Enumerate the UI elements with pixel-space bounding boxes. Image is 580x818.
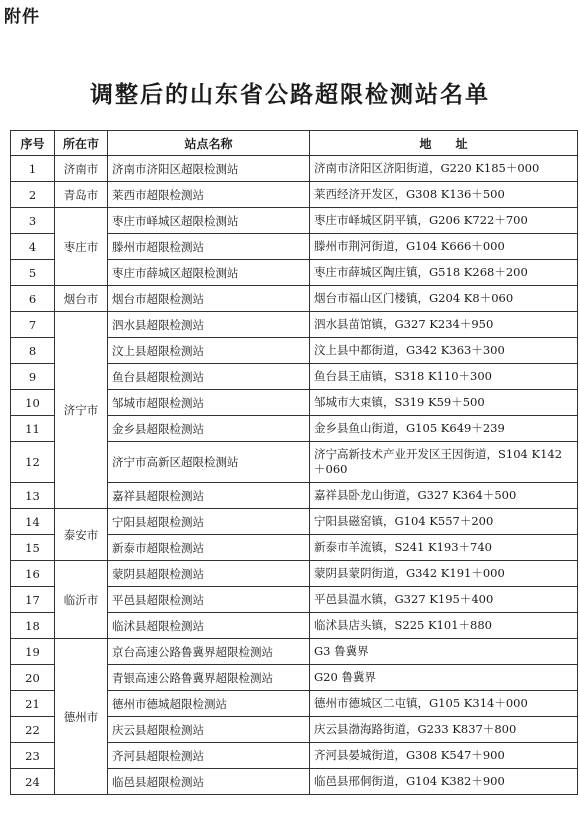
row-no: 10	[11, 390, 55, 416]
row-station: 邹城市超限检测站	[108, 390, 310, 416]
row-no: 17	[11, 587, 55, 613]
station-table	[10, 130, 578, 795]
row-station: 临沭县超限检测站	[108, 613, 310, 639]
document-title: 调整后的山东省公路超限检测站名单	[90, 82, 490, 108]
row-no: 11	[11, 416, 55, 442]
row-station: 烟台市超限检测站	[108, 286, 310, 312]
header-station: 站点名称	[108, 131, 310, 156]
row-address: 枣庄市峄城区阴平镇，G206 K722＋700	[310, 208, 578, 234]
row-address: 鱼台县王庙镇，S318 K110＋300	[310, 364, 578, 390]
row-station: 蒙阴县超限检测站	[108, 561, 310, 587]
row-address: 宁阳县磁窑镇，G104 K557＋200	[310, 509, 578, 535]
row-station: 齐河县超限检测站	[108, 743, 310, 769]
header-city: 所在市	[55, 131, 108, 156]
row-city: 德州市	[55, 639, 108, 795]
row-city: 临沂市	[55, 561, 108, 639]
table-row	[11, 561, 578, 587]
row-address: 邹城市大束镇，S319 K59＋500	[310, 390, 578, 416]
header-address: 地 址	[310, 131, 578, 156]
row-station: 庆云县超限检测站	[108, 717, 310, 743]
row-station: 枣庄市薛城区超限检测站	[108, 260, 310, 286]
row-no: 6	[11, 286, 55, 312]
row-no: 1	[11, 156, 55, 182]
table-header-row	[11, 131, 578, 156]
row-city: 青岛市	[55, 182, 108, 208]
row-station: 滕州市超限检测站	[108, 234, 310, 260]
row-station: 汶上县超限检测站	[108, 338, 310, 364]
row-address: 烟台市福山区门楼镇，G204 K8＋060	[310, 286, 578, 312]
row-address: 平邑县温水镇，G327 K195＋400	[310, 587, 578, 613]
table-row	[11, 208, 578, 234]
table-row	[11, 182, 578, 208]
row-station: 鱼台县超限检测站	[108, 364, 310, 390]
row-no: 16	[11, 561, 55, 587]
row-station: 济南市济阳区超限检测站	[108, 156, 310, 182]
row-no: 13	[11, 483, 55, 509]
row-station: 嘉祥县超限检测站	[108, 483, 310, 509]
row-station: 金乡县超限检测站	[108, 416, 310, 442]
table-row	[11, 312, 578, 338]
row-address: 济宁高新技术产业开发区王因街道，S104 K142＋060	[310, 442, 578, 483]
row-station: 新泰市超限检测站	[108, 535, 310, 561]
row-no: 7	[11, 312, 55, 338]
row-address: 蒙阴县蒙阴街道，G342 K191＋000	[310, 561, 578, 587]
row-no: 8	[11, 338, 55, 364]
row-no: 20	[11, 665, 55, 691]
row-address: 莱西经济开发区，G308 K136＋500	[310, 182, 578, 208]
table-row	[11, 286, 578, 312]
row-no: 14	[11, 509, 55, 535]
row-city: 烟台市	[55, 286, 108, 312]
row-no: 12	[11, 442, 55, 483]
attachment-label: 附件	[4, 7, 40, 27]
row-station: 京台高速公路鲁冀界超限检测站	[108, 639, 310, 665]
row-address: 德州市德城区二屯镇，G105 K314＋000	[310, 691, 578, 717]
table-row	[11, 639, 578, 665]
header-no: 序号	[11, 131, 55, 156]
row-station: 平邑县超限检测站	[108, 587, 310, 613]
row-address: 滕州市荆河街道，G104 K666＋000	[310, 234, 578, 260]
row-no: 9	[11, 364, 55, 390]
row-station: 济宁市高新区超限检测站	[108, 442, 310, 483]
row-station: 泗水县超限检测站	[108, 312, 310, 338]
row-station: 枣庄市峄城区超限检测站	[108, 208, 310, 234]
row-address: 泗水县苗馆镇，G327 K234＋950	[310, 312, 578, 338]
row-address: 汶上县中都街道，G342 K363＋300	[310, 338, 578, 364]
row-address: 金乡县鱼山街道，G105 K649＋239	[310, 416, 578, 442]
row-no: 19	[11, 639, 55, 665]
row-station: 德州市德城超限检测站	[108, 691, 310, 717]
row-address: 齐河县晏城街道，G308 K547＋900	[310, 743, 578, 769]
row-no: 4	[11, 234, 55, 260]
table-row	[11, 509, 578, 535]
table-row	[11, 156, 578, 182]
row-address: G20 鲁冀界	[310, 665, 578, 691]
row-no: 3	[11, 208, 55, 234]
row-station: 宁阳县超限检测站	[108, 509, 310, 535]
row-city: 枣庄市	[55, 208, 108, 286]
row-city: 济宁市	[55, 312, 108, 509]
row-address: 临邑县邢侗街道，G104 K382＋900	[310, 769, 578, 795]
row-address: 庆云县渤海路街道，G233 K837＋800	[310, 717, 578, 743]
row-no: 2	[11, 182, 55, 208]
row-address: 嘉祥县卧龙山街道，G327 K364＋500	[310, 483, 578, 509]
row-station: 临邑县超限检测站	[108, 769, 310, 795]
row-address: 临沭县店头镇，S225 K101＋880	[310, 613, 578, 639]
row-address: 新泰市羊流镇，S241 K193＋740	[310, 535, 578, 561]
row-no: 15	[11, 535, 55, 561]
row-city: 济南市	[55, 156, 108, 182]
row-no: 21	[11, 691, 55, 717]
row-station: 青银高速公路鲁冀界超限检测站	[108, 665, 310, 691]
row-station: 莱西市超限检测站	[108, 182, 310, 208]
row-no: 24	[11, 769, 55, 795]
row-no: 5	[11, 260, 55, 286]
row-no: 22	[11, 717, 55, 743]
row-address: 枣庄市薛城区陶庄镇，G518 K268＋200	[310, 260, 578, 286]
row-address: 济南市济阳区济阳街道，G220 K185＋000	[310, 156, 578, 182]
row-city: 泰安市	[55, 509, 108, 561]
row-address: G3 鲁冀界	[310, 639, 578, 665]
row-no: 23	[11, 743, 55, 769]
row-no: 18	[11, 613, 55, 639]
